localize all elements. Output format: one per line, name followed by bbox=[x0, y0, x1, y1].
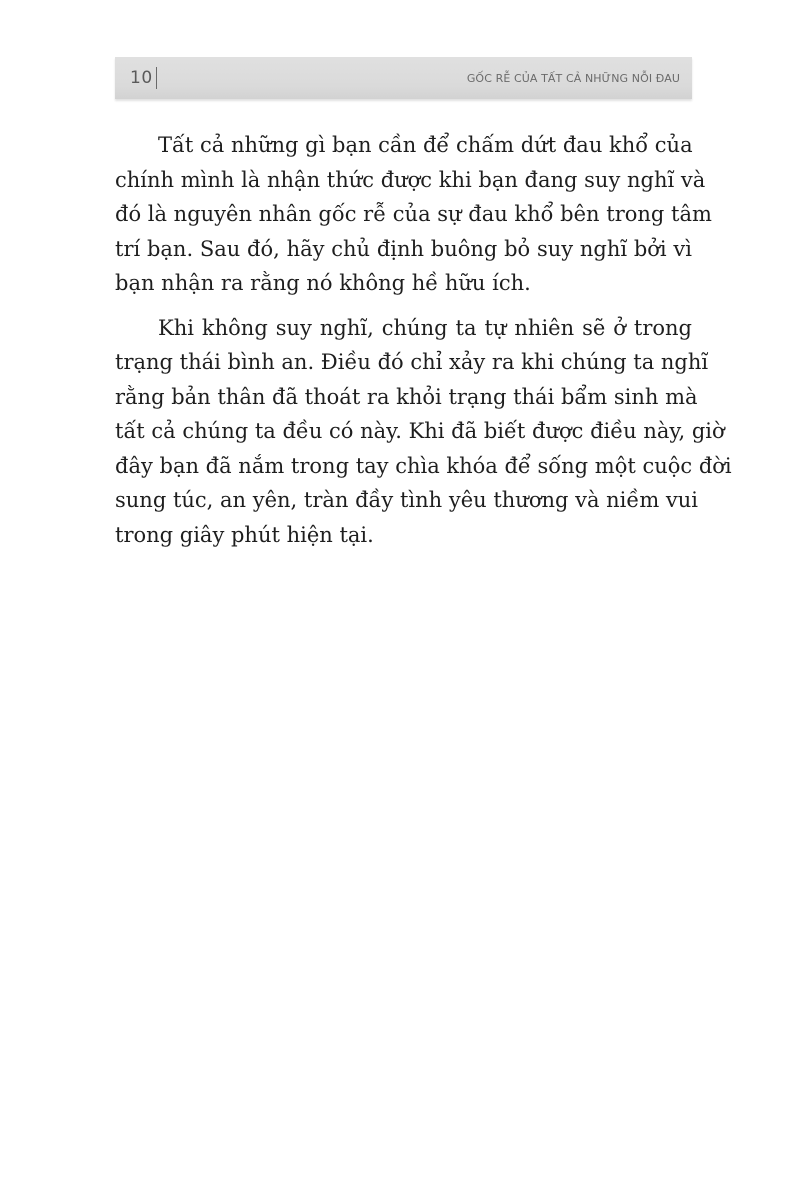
text-line: bạn nhận ra rằng nó không hề hữu ích. bbox=[115, 271, 531, 295]
text-line: đây bạn đã nắm trong tay chìa khóa để sống một cuộc đời bbox=[115, 453, 732, 478]
text-line: sung túc, an yên, tràn đầy tình yêu thương và niềm vui bbox=[115, 488, 699, 512]
page-number: 10 bbox=[130, 68, 153, 88]
text-line: trong giây phút hiện tại. bbox=[115, 522, 374, 547]
running-title: GỐC RỄ CỦA TẤT CẢ NHỮNG NỖI ĐAU bbox=[466, 72, 680, 85]
text-line: chính mình là nhận thức được khi bạn đang suy nghĩ và bbox=[115, 167, 706, 192]
running-header bbox=[115, 57, 692, 99]
header-separator bbox=[156, 67, 157, 89]
text-line: đó là nguyên nhân gốc rễ của sự đau khổ bên trong tâm bbox=[115, 202, 712, 226]
text-line: Tất cả những gì bạn cần để chấm dứt đau khổ của bbox=[158, 133, 693, 157]
text-line: Khi không suy nghĩ, chúng ta tự nhiên sẽ ở trong bbox=[158, 315, 692, 340]
paragraph bbox=[115, 128, 712, 301]
text-line: rằng bản thân đã thoát ra khỏi trạng thái bẩm sinh mà bbox=[115, 384, 698, 409]
text-line: tất cả chúng ta đều có này. Khi đã biết được điều này, giờ bbox=[115, 419, 725, 443]
paragraph bbox=[115, 311, 732, 553]
text-line: trạng thái bình an. Điều đó chỉ xảy ra khi chúng ta nghĩ bbox=[115, 350, 709, 374]
body-text bbox=[115, 128, 732, 562]
text-line: trí bạn. Sau đó, hãy chủ định buông bỏ suy nghĩ bởi vì bbox=[115, 236, 692, 261]
